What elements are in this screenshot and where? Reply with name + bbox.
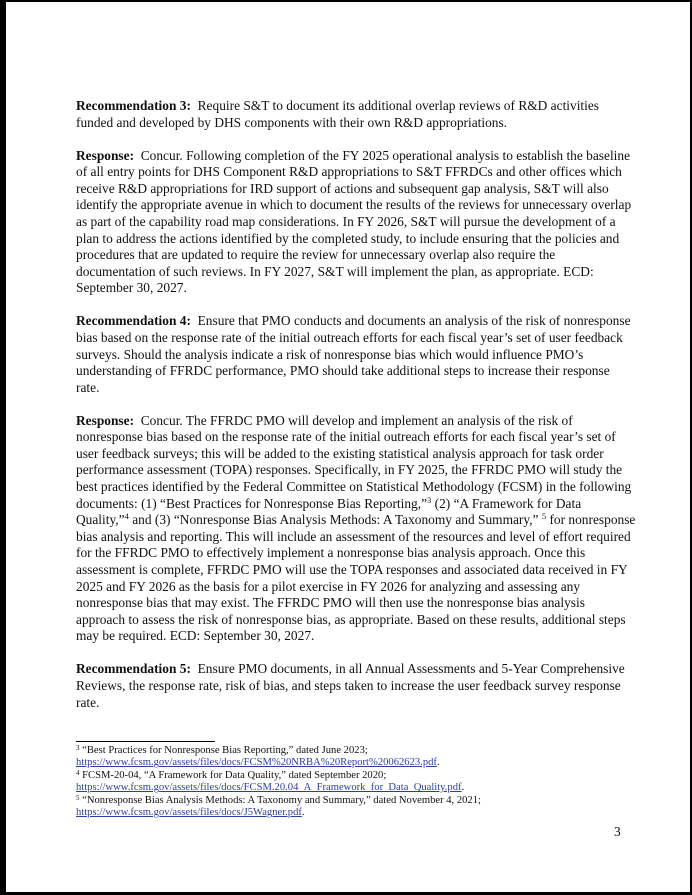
recommendation-3-text: Require S&T to document its additional overlap reviews of R&D activities funded and developed by DHS components with their own R&D appropriations. (76, 98, 600, 130)
footnote-3-number: 3 (76, 744, 80, 752)
recommendation-5-label: Recommendation 5: (76, 661, 191, 677)
footnote-4-text: FCSM-20-04, “A Framework for Data Quality,” dated September 2020; (79, 769, 387, 781)
footnote-5-link[interactable]: https://www.fcsm.gov/assets/files/docs/J5Wagner.pdf (76, 807, 302, 819)
footnote-4: $^4$ FCSM-20-04, “A Framework for Data Quality,” dated September 2020; https://www.fcsm.gov/assets/files/docs/FCSM.20.04_A_Framework_for_Data_Quality.pdf. (76, 768, 465, 794)
footnote-ref-5[interactable]: 5 (541, 511, 547, 522)
response-4-text-part-4: for nonresponse bias analysis and reporting. This will include an assessment of the resources and level of effort required for the FFRDC PMO to effectively implement a nonresponse bias analysis approach. Once this assessment is complete, FFRDC PMO will use the TOPA responses and associated data received in FY 2025 and FY 2026 as the basis for a pilot exercise in FY 2026 for analyzing and assessing any nonresponse bias that may exist. The FFRDC PMO will then use the nonresponse bias analysis approach to assess the risk of nonresponse bias, as appropriate. Based on these results, additional steps may be required. ECD: September 30, 2027. (76, 512, 636, 644)
recommendation-3-label: Recommendation 3: (76, 98, 191, 113)
recommendation-4-label: Recommendation 4: (76, 313, 191, 329)
response-3 (76, 148, 636, 297)
recommendation-5-text: Ensure PMO documents, in all Annual Assessments and 5-Year Comprehensive Reviews, the response rate, risk of bias, and steps taken to increase the user feedback survey response rate. (76, 661, 625, 710)
response-4 (76, 413, 636, 645)
response-3-label: Response: (76, 147, 135, 163)
footnote-3-link[interactable]: https://www.fcsm.gov/assets/files/docs/FCSM%20NRBA%20Report%20062623.pdf (76, 757, 437, 769)
footnote-4-link[interactable]: https://www.fcsm.gov/assets/files/docs/FCSM.20.04_A_Framework_for_Data_Quality.pdf (76, 782, 462, 794)
response-4-text-part-1: Concur. The FFRDC PMO will develop and implement an analysis of the risk of nonresponse bias based on the response rate of the initial outreach efforts for each fiscal year’s set of user feedback surveys; this will be added to the existing statistical analysis approach for task order performance assessment (TOPA) responses. Specifically, in FY 2025, the FFRDC PMO will study the best practices identified by the Federal Committee on Statistical Methodology (FCSM) in the following documents: (1) “Best Practices for Nonresponse Bias Reporting,” (76, 412, 632, 511)
response-4-label: Response: (76, 412, 135, 428)
footnote-5: $^5$ “Nonresponse Bias Analysis Methods: A Taxonomy and Summary,” dated November 4, 2021; https://www.fcsm.gov/assets/files/docs/J5Wagner.pdf. (76, 793, 481, 819)
footnote-4-number: 4 (76, 768, 80, 777)
footnote-divider (76, 741, 215, 742)
recommendation-4 (76, 313, 636, 396)
document-page (4, 2, 690, 892)
response-4-text-part-3: and (3) “Nonresponse Bias Analysis Methods: A Taxonomy and Summary,” (128, 512, 542, 528)
footnote-3: $^3$ “Best Practices for Nonresponse Bias Reporting,” dated June 2023; https://www.fcsm.gov/assets/files/docs/FCSM%20NRBA%20Report%20062623.pdf. (76, 744, 440, 769)
recommendation-4-text: Ensure that PMO conducts and documents an analysis of the risk of nonresponse bias based on the response rate of the initial outreach efforts for each fiscal year’s set of user feedback surveys. Should the analysis indicate a risk of nonresponse bias which would influence PMO’s understanding of FFRDC performance, PMO should take additional steps to increase their response rate. (76, 313, 631, 395)
response-4-text-part-2: (2) “A Framework for Data Quality,” (76, 495, 582, 528)
footnote-5-number: 5 (76, 793, 80, 802)
document-body (76, 98, 636, 728)
footnote-5-text: “Nonresponse Bias Analysis Methods: A Taxonomy and Summary,” dated November 4, 2021; (79, 794, 481, 806)
footnotes (76, 745, 636, 819)
page-number: 3 (614, 824, 621, 839)
recommendation-3 (76, 98, 636, 131)
footnote-ref-3[interactable]: 3 (427, 494, 432, 505)
recommendation-5 (76, 661, 636, 711)
footnote-ref-4[interactable]: 4 (124, 511, 129, 522)
response-3-text: Concur. Following completion of the FY 2025 operational analysis to establish the baseline of all entry points for DHS Component R&D appropriations to S&T FFRDCs and other offices which receive R&D appropriations for IRD support of actions and subsequent gap analysis, S&T will also identify the appropriate avenue in which to document the results of the reviews for unnecessary overlap as part of the capability road map considerations. In FY 2026, S&T will pursue the development of a plan to address the actions identified by the completed study, to include ensuring that the policies and procedures that are updated to require the review for unnecessary overlap also require the documentation of such reviews. In FY 2027, S&T will implement the plan, as appropriate. ECD: September 30, 2027. (76, 147, 632, 296)
footnote-3-text: “Best Practices for Nonresponse Bias Reporting,” dated June 2023; (79, 745, 368, 756)
